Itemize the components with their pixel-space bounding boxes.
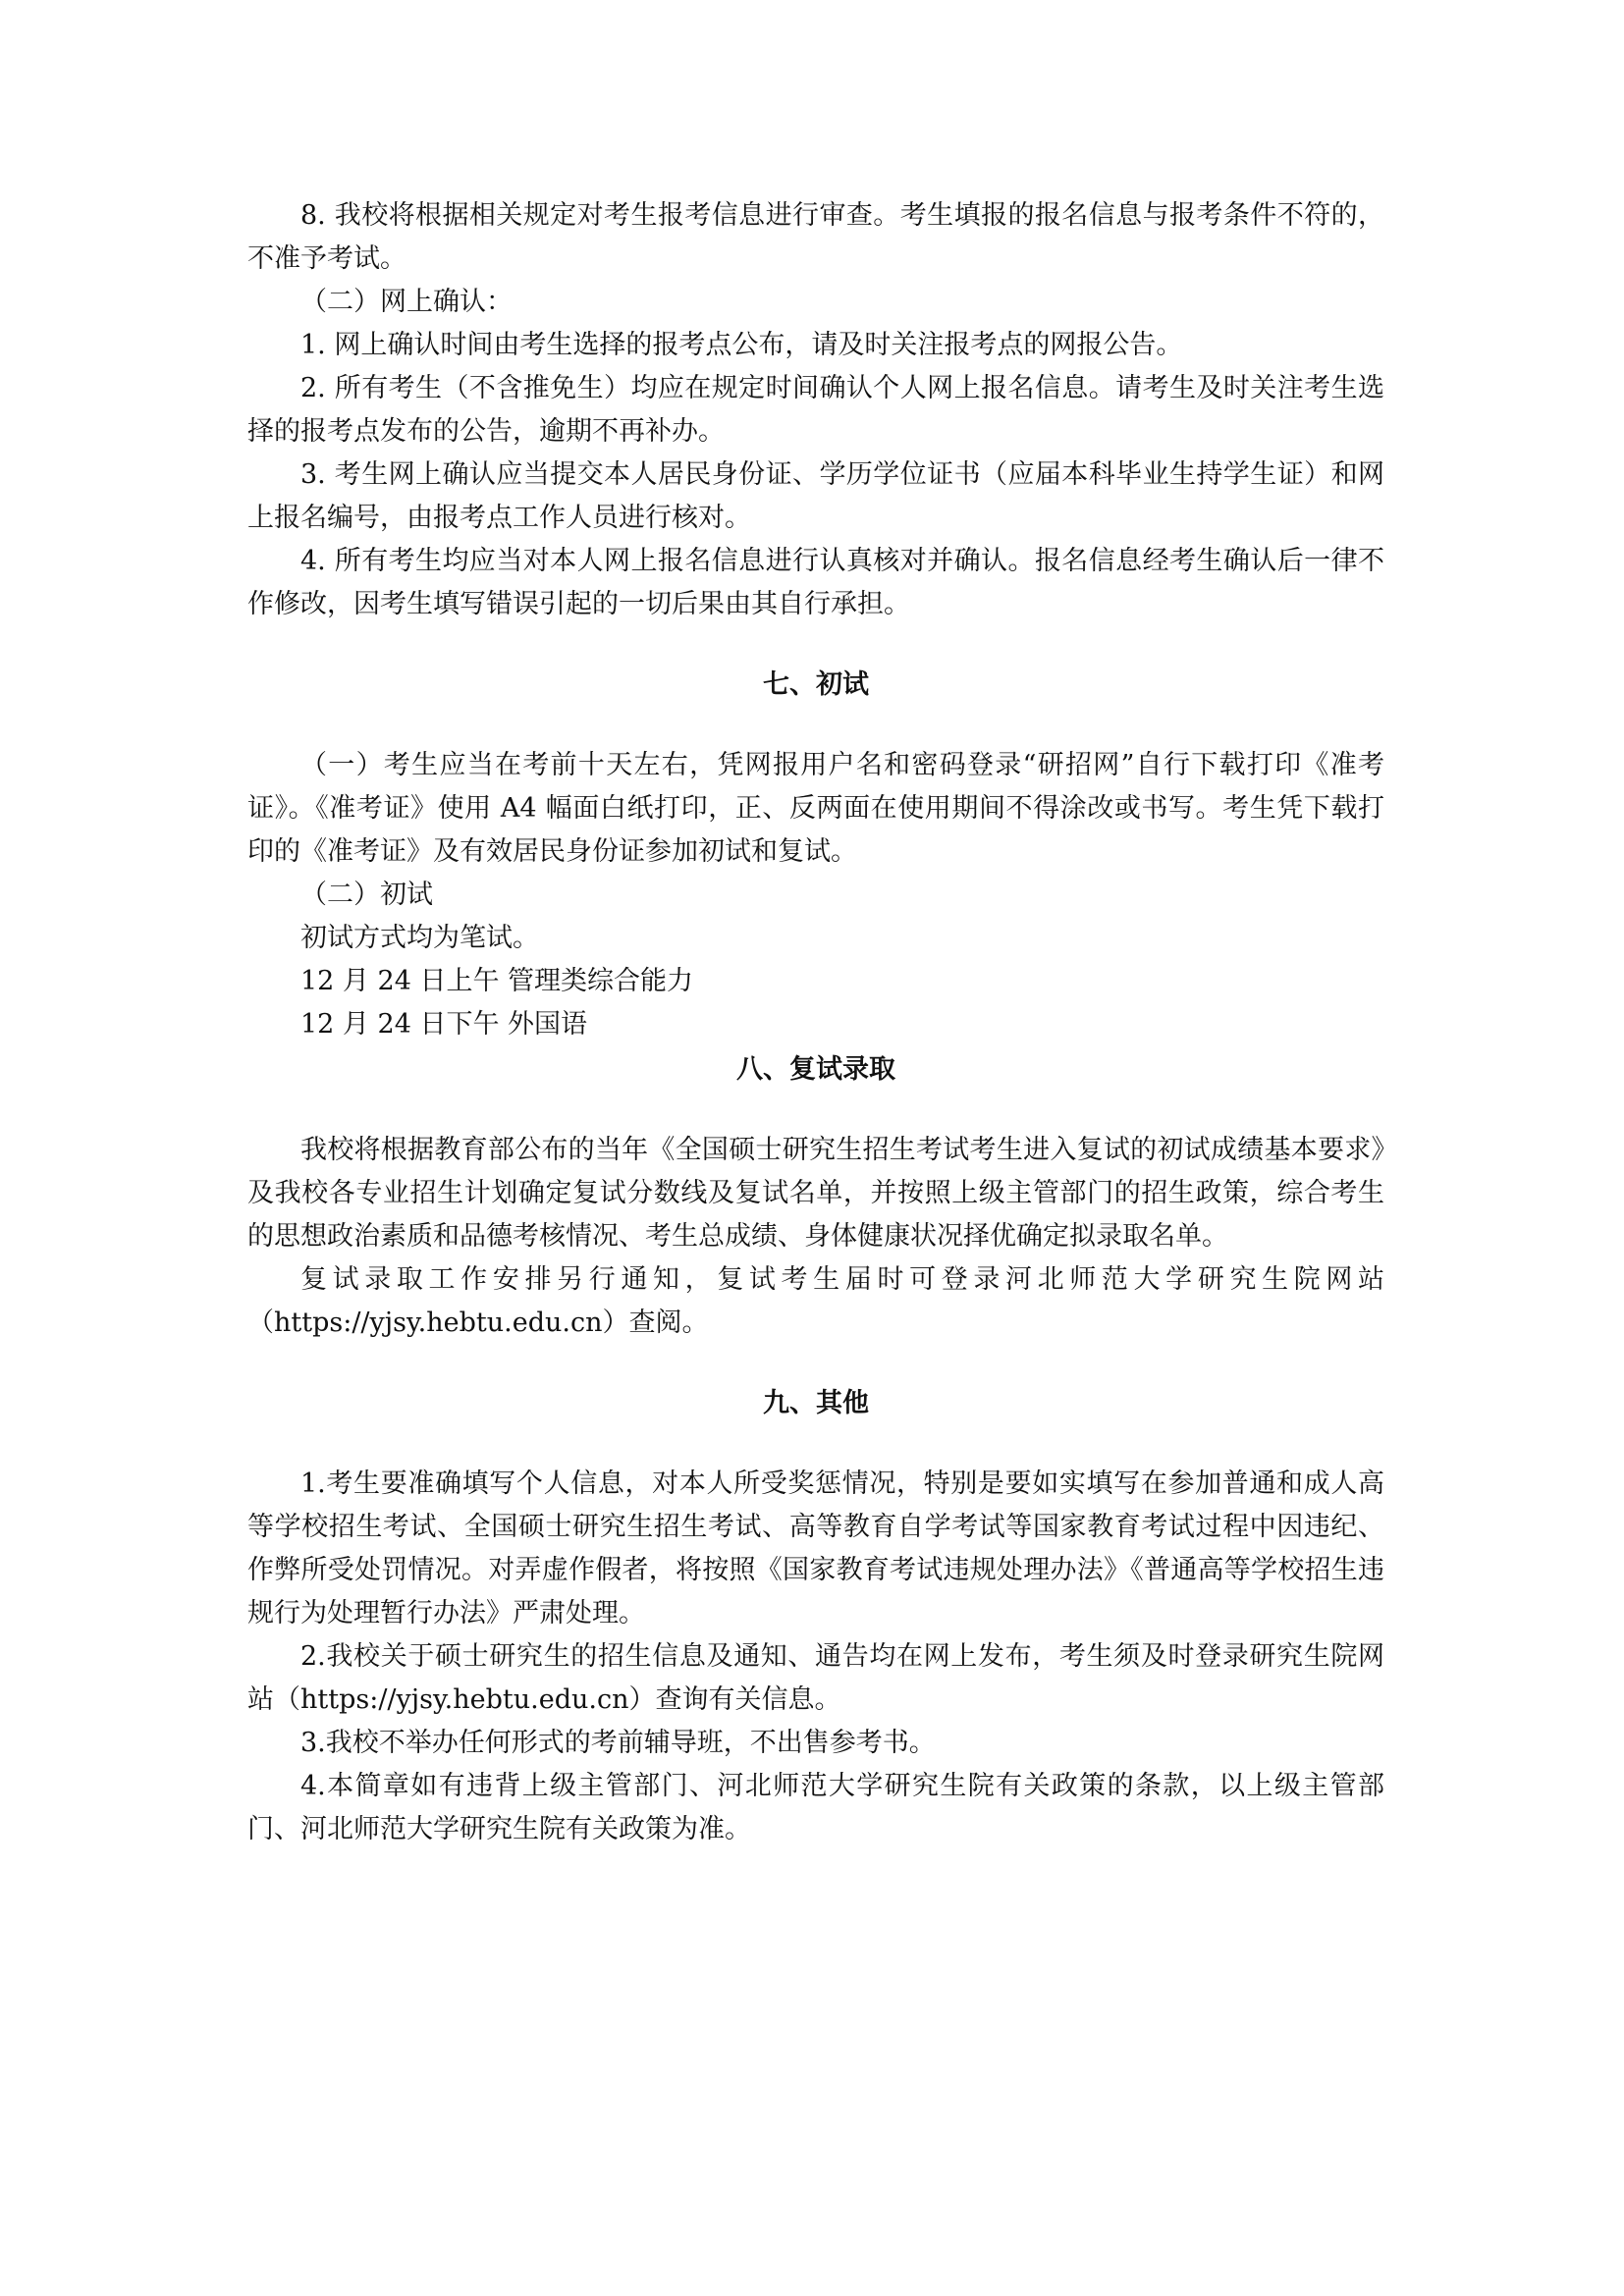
paragraph-other-1: 1.考生要准确填写个人信息，对本人所受奖惩情况，特别是要如实填写在参加普通和成人高等学校招生考试、全国硕士研究生招生考试、高等教育自学考试等国家教育考试过程中因违纪、作弊所受处罚情况。对弄虚作假者，将按照《国家教育考试违规处理办法》《普通高等学校招生违规行为处理暂行办法》严肃处理。: [247, 1468, 1384, 1629]
exam-schedule-afternoon: 12 月 24 日下午 外国语: [300, 1009, 588, 1040]
paragraph-confirmation-2: 2. 所有考生（不含推免生）均应在规定时间确认个人网上报名信息。请考生及时关注考生选择的报考点发布的公告，逾期不再补办。: [247, 373, 1384, 447]
subheading-online-confirmation: （二）网上确认：: [300, 287, 513, 317]
heading-other: 九、其他: [763, 1388, 869, 1418]
paragraph-admission-ticket: （一）考生应当在考前十天左右，凭网报用户名和密码登录“研招网”自行下载打印《准考证》。《准考证》使用 A4 幅面白纸打印，正、反两面在使用期间不得涂改或书写。考生凭下载打印的《准考证》及有效居民身份证参加初试和复试。: [247, 750, 1384, 867]
heading-retest-admission: 八、复试录取: [736, 1054, 895, 1085]
paragraph-exam-mode: 初试方式均为笔试。: [300, 923, 539, 953]
paragraph-retest-notice: 复试录取工作安排另行通知，复试考生届时可登录河北师范大学研究生院网站（https://yjsy.hebtu.edu.cn）查阅。: [247, 1264, 1384, 1338]
paragraph-other-4: 4.本简章如有违背上级主管部门、河北师范大学研究生院有关政策的条款，以上级主管部门、河北师范大学研究生院有关政策为准。: [247, 1771, 1384, 1844]
paragraph-confirmation-1: 1. 网上确认时间由考生选择的报考点公布，请及时关注报考点的网报公告。: [300, 330, 1183, 360]
paragraph-other-2: 2.我校关于硕士研究生的招生信息及通知、通告均在网上发布，考生须及时登录研究生院网站（https://yjsy.hebtu.edu.cn）查询有关信息。: [247, 1641, 1384, 1715]
heading-preliminary-exam: 七、初试: [763, 669, 869, 700]
paragraph-review-info: 8. 我校将根据相关规定对考生报考信息进行审查。考生填报的报名信息与报考条件不符的，不准予考试。: [247, 200, 1384, 274]
exam-schedule-morning: 12 月 24 日上午 管理类综合能力: [300, 966, 694, 996]
subheading-preliminary: （二）初试: [300, 880, 433, 910]
paragraph-other-3: 3.我校不举办任何形式的考前辅导班，不出售参考书。: [300, 1728, 936, 1758]
paragraph-confirmation-3: 3. 考生网上确认应当提交本人居民身份证、学历学位证书（应届本科毕业生持学生证）和网上报名编号，由报考点工作人员进行核对。: [247, 459, 1384, 533]
paragraph-retest-criteria: 我校将根据教育部公布的当年《全国硕士研究生招生考试考生进入复试的初试成绩基本要求》及我校各专业招生计划确定复试分数线及复试名单，并按照上级主管部门的招生政策，综合考生的思想政治素质和品德考核情况、考生总成绩、身体健康状况择优确定拟录取名单。: [247, 1135, 1384, 1252]
document-body: [247, 194, 1384, 1851]
paragraph-confirmation-4: 4. 所有考生均应当对本人网上报名信息进行认真核对并确认。报名信息经考生确认后一律不作修改，因考生填写错误引起的一切后果由其自行承担。: [247, 546, 1384, 619]
